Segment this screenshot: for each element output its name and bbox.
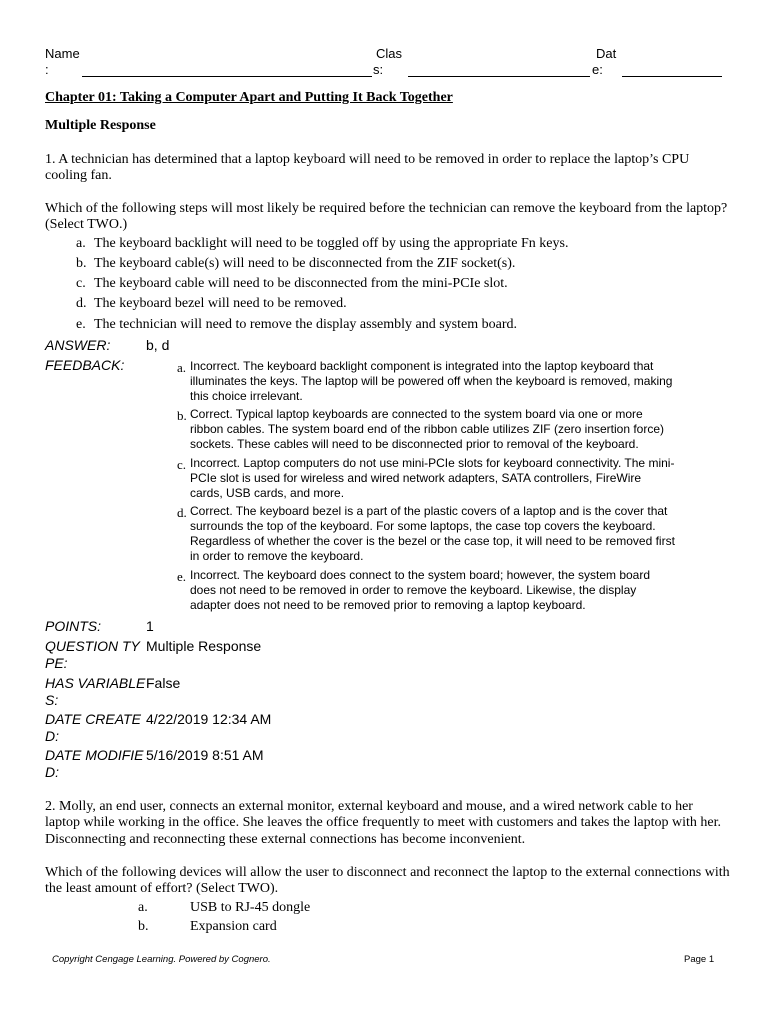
feedback-line: Incorrect. The keyboard backlight component is integrated into the laptop keyboard that [190,359,654,373]
option-letter: c. [76,276,86,291]
feedback-letter: a. [177,360,187,375]
name-colon: : [45,62,49,77]
option-text: The technician will need to remove the display assembly and system board. [94,317,517,332]
answer-value: b, d [146,337,170,353]
section-title: Multiple Response [45,118,156,133]
feedback-line: illuminates the keys. The laptop will be powered off when the keyboard is removed, making [190,374,673,388]
points-label: POINTS: [45,618,102,634]
feedback-line: surrounds the top of the keyboard. For some laptops, the case top covers the keyboard. [190,519,656,533]
q1-option [76,296,347,312]
question-type-label-cont: PE: [45,655,68,671]
date-created-value: 4/22/2019 12:34 AM [146,711,272,727]
q2-stem-line-2: laptop while working in the office. She leaves the office frequently to meet with customers and takes the laptop with her. [45,815,721,830]
option-text: The keyboard bezel will need to be removed. [94,296,347,311]
q1-question-line-2: (Select TWO.) [45,217,128,232]
footer-copyright: Copyright Cengage Learning. Powered by Cognero. [52,954,271,965]
feedback-letter: e. [177,569,187,584]
has-variables-value: False [146,675,181,691]
feedback-line: Incorrect. The keyboard does connect to the system board; however, the system board [190,568,651,582]
feedback-line: Correct. Typical laptop keyboards are connected to the system board via one or more [190,407,643,421]
q2-option-letter: b. [138,919,149,934]
feedback-line: ribbon cables. The system board end of the ribbon cable utilizes ZIF (zero insertion force) [190,422,665,436]
feedback-line: Regardless of whether the cover is the bezel or the case top, it will need to be removed first [190,534,675,548]
name-field-line [82,76,372,77]
date-created-label: DATE CREATE [45,711,141,727]
has-variables-label-cont: S: [45,692,59,708]
date-modified-value: 5/16/2019 8:51 AM [146,747,264,763]
feedback-line: cards, USB cards, and more. [190,486,345,500]
feedback-item [177,504,707,564]
date-field-line [622,76,722,77]
feedback-label: FEEDBACK: [45,357,125,373]
q1-option [76,276,508,292]
feedback-item [177,568,707,613]
option-letter: e. [76,317,86,332]
feedback-line: sockets. These cables will need to be disconnected prior to removal of the keyboard. [190,437,639,451]
feedback-line: Correct. The keyboard bezel is a part of the plastic covers of a laptop and is the cover that [190,504,668,518]
option-text: The keyboard cable(s) will need to be disconnected from the ZIF socket(s). [94,256,516,271]
date-modified-label: DATE MODIFIE [45,747,144,763]
feedback-line: does not need to be removed in order to remove the keyboard. Likewise, the display [190,583,637,597]
q2-stem-line-3: Disconnecting and reconnecting these external connections has become inconvenient. [45,832,526,847]
feedback-item [177,359,707,404]
class-field-line [408,76,590,77]
feedback-line: PCIe slot is used for wireless and wired network adapters, SATA controllers, FireWire [190,471,642,485]
chapter-title: Chapter 01: Taking a Computer Apart and Putting It Back Together [45,90,453,105]
q2-question-line-2: the least amount of effort? (Select TWO). [45,881,279,896]
q2-option-text: Expansion card [190,919,277,934]
q2-option-letter: a. [138,900,148,915]
q1-question-line-1: Which of the following steps will most likely be required before the technician can remove the keyboard from the laptop? [45,201,728,216]
option-letter: d. [76,296,87,311]
date-label: Dat [596,46,617,61]
date-created-label-cont: D: [45,728,59,744]
has-variables-label: HAS VARIABLE [45,675,146,691]
option-text: The keyboard cable will need to be disconnected from the mini-PCIe slot. [94,276,508,291]
feedback-line: in order to remove the keyboard. [190,549,364,563]
class-colon: s: [373,62,384,77]
class-label: Clas [376,46,403,61]
q2-option-text: USB to RJ-45 dongle [190,900,311,915]
feedback-line: Incorrect. Laptop computers do not use mini-PCIe slots for keyboard connectivity. The mini- [190,456,675,470]
feedback-item [177,407,707,452]
option-letter: b. [76,256,87,271]
question-type-label: QUESTION TY [45,638,140,654]
q2-stem-line-1: 2. Molly, an end user, connects an external monitor, external keyboard and mouse, and a wired network cable to her [45,799,693,814]
option-text: The keyboard backlight will need to be toggled off by using the appropriate Fn keys. [94,236,569,251]
name-label: Name [45,46,80,61]
feedback-line: this choice irrelevant. [190,389,303,403]
question-type-value: Multiple Response [146,638,262,654]
answer-label: ANSWER: [45,337,111,353]
q1-stem-line-2: cooling fan. [45,168,112,183]
q1-option [76,256,515,272]
q1-option [76,317,517,333]
points-value: 1 [146,618,154,634]
q2-question-line-1: Which of the following devices will allow the user to disconnect and reconnect the laptop to the external connections with [45,865,730,880]
feedback-letter: d. [177,505,187,520]
date-colon: e: [592,62,603,77]
q1-option [76,236,568,252]
feedback-line: adapter does not need to be removed prior to removing a laptop keyboard. [190,598,586,612]
feedback-letter: b. [177,408,187,423]
footer-page-number: Page 1 [684,954,715,965]
q1-stem-line-1: 1. A technician has determined that a laptop keyboard will need to be removed in order to replace the laptop’s CPU [45,152,690,167]
feedback-letter: c. [177,457,187,472]
feedback-item [177,456,707,501]
date-modified-label-cont: D: [45,764,59,780]
option-letter: a. [76,236,86,251]
